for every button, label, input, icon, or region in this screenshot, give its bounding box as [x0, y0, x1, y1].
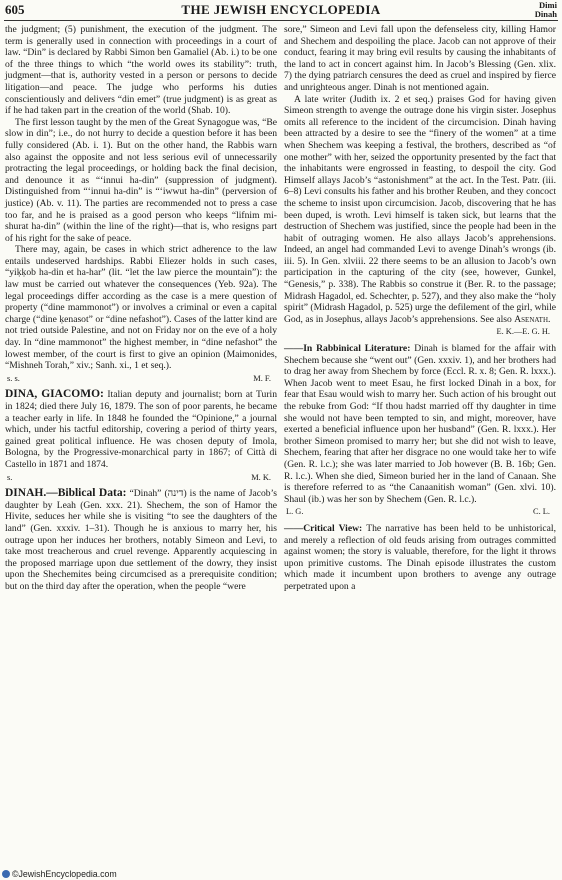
footer-site: ©JewishEncyclopedia.com	[12, 869, 117, 879]
signature-author: C. L.	[533, 507, 550, 517]
running-head-bottom: Dinah	[534, 8, 557, 19]
article-signature	[5, 373, 277, 385]
page-header	[5, 2, 557, 20]
header-rule	[4, 20, 558, 21]
see-also-link[interactable]: Asenath.	[514, 313, 551, 325]
left-column	[5, 24, 277, 593]
article-signature	[5, 472, 277, 484]
entry-text: “Dinah” (דינה) is the name of Jacob’s daughter by Leah (Gen. xxx. 21). Shechem, the son of Hamor the Hivite, seduces her while she is visiting “to see the daughters of the land” (Gen. xxxiv. 1–31). Though he is anxious to marry her, his outrage upon her induces her brothers, notably Simeon and Levi, to take most treacherous and cruel revenge. Apparently acquiescing in the proposed marriage upon due settlement of the dowry, they insist upon the Shechemites being circumcised as a prerequisite condition; but on the third day after the operation, when the people “were	[5, 488, 277, 592]
signature-author: E. K.—E. G. H.	[496, 327, 550, 337]
section-critical	[284, 523, 556, 593]
article-signature	[284, 326, 556, 338]
entry-text: Italian deputy and journalist; born at Turin in 1824; died there July 16, 1879. The son of poor parents, he became a teacher early in life. In 1848 he founded the “Opinione,” a journal which, under his tactful editorship, covering a period of thirty years, gained great political influence. He was chosen deputy of Imola, Bologna, by the Progressive-monarchical party in 1867; of Città di Castello in 1871 and 1874.	[5, 389, 277, 470]
section-heading: ——In Rabbinical Literature:	[284, 343, 411, 355]
signature-code: L. G.	[286, 507, 304, 517]
section-rabbinical	[284, 343, 556, 505]
site-logo-icon	[2, 870, 10, 878]
signature-code: s. s.	[7, 373, 20, 383]
entry-heading: DINAH.—Biblical Data:	[5, 487, 127, 500]
signature-author: M. K.	[251, 472, 271, 482]
entry-heading: DINA, GIACOMO:	[5, 388, 104, 401]
page-title: THE JEWISH ENCYCLOPEDIA	[181, 2, 381, 17]
entry-dina-giacomo	[5, 389, 277, 470]
signature-code: s.	[7, 472, 13, 482]
entry-dinah	[5, 488, 277, 592]
section-text: The narrative has been held to be unhistorical, and merely a reflection of old feuds arising from outrages committed against women; the story is valuable, therefore, for the light it throws upon primitive customs. The Dinah episode illustrates the custom which made it incumbent upon brothers to avenge any outrage perpetrated upon a	[284, 522, 556, 592]
paragraph: There may, again, be cases in which strict adherence to the law entails undeserved hardships. Rabbi Eliezer holds in such cases, “yiḳḳob ha-din et ha-har” (lit. “let the law pierce the mountain”): the law must be carried out whatever the consequences (Yeb. 92a). The legal proceedings differ according as the case is a mere question of property (“dine mammonot”) or involves a criminal or even a capital charge (“dine ḳenasot” or “dine nefashot”). Cases of the latter kind are not tried outside Palestine, and not on Friday nor on the eve of a holy day. In “dine mammonot” the highest member, in “dine nefashot” the lowest member, of the court is first to give an opinion (Maimonides, “Mishneh Torah,” xiv.; Sanh. xi., 1 et seq.).	[5, 244, 277, 372]
signature-author: M. F.	[253, 373, 271, 383]
running-head	[535, 1, 557, 18]
section-heading: ——Critical View:	[284, 522, 363, 534]
paragraph	[284, 94, 556, 326]
paragraph: the judgment; (5) punishment, the execution of the judgment. The term is generally used in connection with proceedings in a court of law. “Din” is declared by Rabbi Simon ben Gamaliel (Ab. i.) to be one of the three things to which “the world owes its stability”: truth, judgment—that is, authority vested in a person or persons to decide litigation—and peace. The judge who performs his duties conscientiously and delivers “din emet” (true judgment) is as great as if he had taken part in the creation of the world (Shab. 10).	[5, 24, 277, 117]
paragraph: The first lesson taught by the men of the Great Synagogue was, “Be slow in din”; i.e., do not hurry to decide a question before it has been fully considered (Ab. i. 1). But on the other hand, the Rabbis warn also against the opposite and not less serious evil of unnecessarily protracting the legal proceedings, or holding back the final decision, and denounce it as “‘innui ha-din” (suppression of judgment). Distinguished from “‘innui ha-din” is “‘iwwut ha-din” (perversion of justice) (Ab. v. 11). The parties are recommended not to press a case too far, and he is praised as a good person who keeps “lifnim mi-shurat ha-din” (within the line of the right)—that is, who resigns part of his right for the sake of peace.	[5, 116, 277, 244]
paragraph: sore,” Simeon and Levi fall upon the defenseless city, killing Hamor and Shechem and despoiling the place. Jacob can not approve of their conduct, fearing it may bring evil results by causing the inhabitants of the land to act in concert against him. In Jacob’s Blessing (Gen. xlix. 7) the dying patriarch censures the deed as cruel and inspired by fierce and unrighteous anger. Dinah is not mentioned again.	[284, 24, 556, 93]
right-column	[284, 24, 556, 593]
page-number: 605	[5, 2, 25, 17]
running-head-top: Dimi	[539, 0, 557, 10]
article-signature	[284, 506, 556, 518]
section-text: Dinah is blamed for the affair with Shechem because she “went out” (Gen. xxxiv. 1), and her brothers had to drag her away from Shechem by force (Eccl. R. x. 8; Gen. R. lxxx.). When Jacob went to meet Esau, he first locked Dinah in a box, for fear that Esau would wish to marry her. Such action of his brought out the rebuke from God: “If thou hadst married off thy daughter in time she would not have been tempted to sin, and might, moreover, have exerted a beneficial influence upon her husband” (Gen. R. lxxx.). Her brother Simeon promised to marry her; but she did not wish to leave, Shechem, fearing that after her disgrace no one would take her to wife (Gen. R. l.c.); she was later married to Job however (B. B. 16b; Gen. R. l.c.). When she died, Simeon buried her in the land of Canaan. She is therefore referred to as “the Canaanitish woman” (Gen. xlvi. 10). Shaul (ib.) was her son by Shechem (Gen. R. l.c.).	[284, 343, 557, 505]
footer-watermark	[2, 869, 117, 879]
paragraph-text: A late writer (Judith ix. 2 et seq.) praises God for having given Simeon strength to avenge the outrage done his virgin sister. Josephus omits all reference to the incident of the circumcision. Dinah having been attracted by a desire to see the “finery of the women” at a time when Shechem was keeping a festival, the brothers, described as “of one mother” with her, seized the opportunity presented by the fact that the inhabitants were engrossed in feasting, to despoil the city. God Himself allays Jacob’s “astonishment” at the act. In the Test. Patr. (iii. 6–8) Levi consults his father and his brother Reuben, and they concoct the scheme to insist upon circumcision. Jacob, discovering that he has been duped, is wroth. Levi himself is taken sick, but learns that the destruction of Shechem was justified, since the people had been in the habit of outraging women. He also allays Jacob’s apprehensions. Indeed, an angel had commanded Levi to avenge Dinah’s wrongs (ib. iii. 5). In Gen. xlviii. 22 there seems to be an allusion to Jacob’s own participation in the capturing of the city (see, however, Gunkel, “Genesis,” p. 338). The Rabbis so construe it (Ber. R. to the passage; Midrash Hagadol, ed. Schechter, p. 527), and they also make the “holy spirit” (Midrash Hagadol, p. 525) urge the defilement of the girl, while God, as in Josephus, allays Jacob’s apprehensions. See also	[284, 93, 556, 325]
